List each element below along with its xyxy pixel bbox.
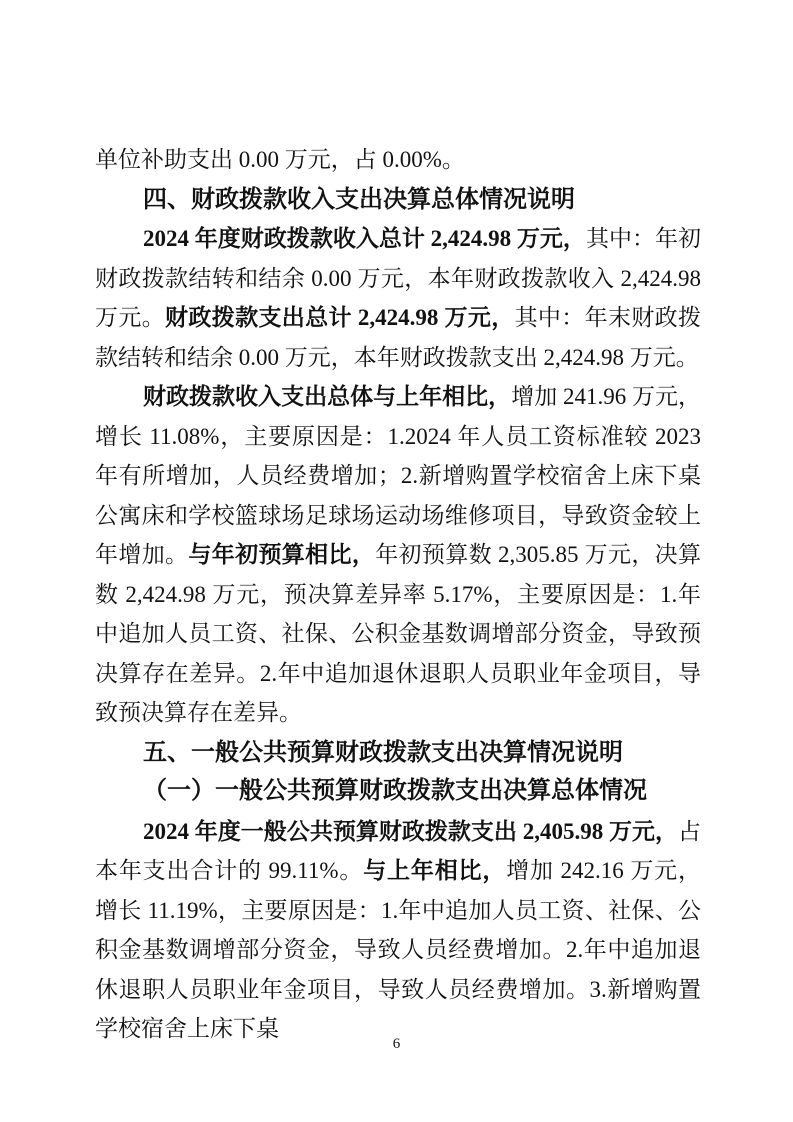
page-number: 6 <box>392 1036 401 1052</box>
paragraph-fiscal-totals <box>95 219 701 377</box>
text-run-vs-initial-budget-detail: 年初预算数 2,305.85 万元，决算数 2,424.98 万元，预决算差异率 5.17%，主要原因是：1.年中追加人员工资、社保、公积金基数调增部分资金，导致预决算存在差异。2.年中追加退休退职人员职业年金项目，导致预决算存在差异。 <box>95 542 702 725</box>
subsection-heading-5-1-overall-situation: （一）一般公共预算财政拨款支出决算总体情况 <box>143 778 647 804</box>
text-run-fiscal-expenditure-detail: 其中：年末财政拨款结转和结余 0.00 万元，本年财政拨款支出 2,424.98 万元。 <box>95 305 702 370</box>
paragraph-year-comparison <box>95 377 701 733</box>
bold-run-vs-last-year: 与上年相比， <box>363 858 507 883</box>
section-heading-4-fiscal-appropriation-overview: 四、财政拨款收入支出决算总体情况说明 <box>143 185 575 213</box>
paragraph-general-budget-expenditure <box>95 812 701 1049</box>
text-run-vs-previous-year-detail: 增加 241.96 万元，增长 11.08%，主要原因是：1.2024 年人员工资标准较 2023 年有所增加，人员经费增加；2.新增购置学校宿舍上床下桌公寓床和学校篮球场足球场运动场维修项目，导致资金较上年增加。 <box>95 384 702 567</box>
bold-run-general-budget-expenditure-total: 2024 年度一般公共预算财政拨款支出 2,405.98 万元， <box>143 818 678 844</box>
page-content <box>95 140 701 1049</box>
bold-run-vs-initial-budget: 与年初预算相比， <box>188 542 376 567</box>
text-run-fiscal-income-detail: 其中：年初财政拨款结转和结余 0.00 万元，本年财政拨款收入 2,424.98 万元。 <box>95 226 702 330</box>
bold-run-fiscal-expenditure-total: 财政拨款支出总计 2,424.98 万元， <box>165 305 515 330</box>
section-heading-5-general-public-budget: 五、一般公共预算财政拨款支出决算情况说明 <box>143 738 623 766</box>
bold-run-fiscal-income-total: 2024 年度财政拨款收入总计 2,424.98 万元， <box>143 226 586 251</box>
bold-run-vs-previous-year: 财政拨款收入支出总体与上年相比， <box>143 384 512 409</box>
text-run-share-of-total: 占本年支出合计的 99.11%。 <box>95 818 701 883</box>
paragraph-unit-subsidy-continuation: 单位补助支出 0.00 万元，占 0.00%。 <box>95 147 465 172</box>
text-run-vs-last-year-detail: 增加 242.16 万元，增长 11.19%，主要原因是：1.年中追加人员工资、社保、公积金基数调增部分资金，导致人员经费增加。2.年中追加退休退职人员职业年金项目，导致人员经费增加。3.新增购置学校宿舍上床下桌 <box>95 858 701 1041</box>
